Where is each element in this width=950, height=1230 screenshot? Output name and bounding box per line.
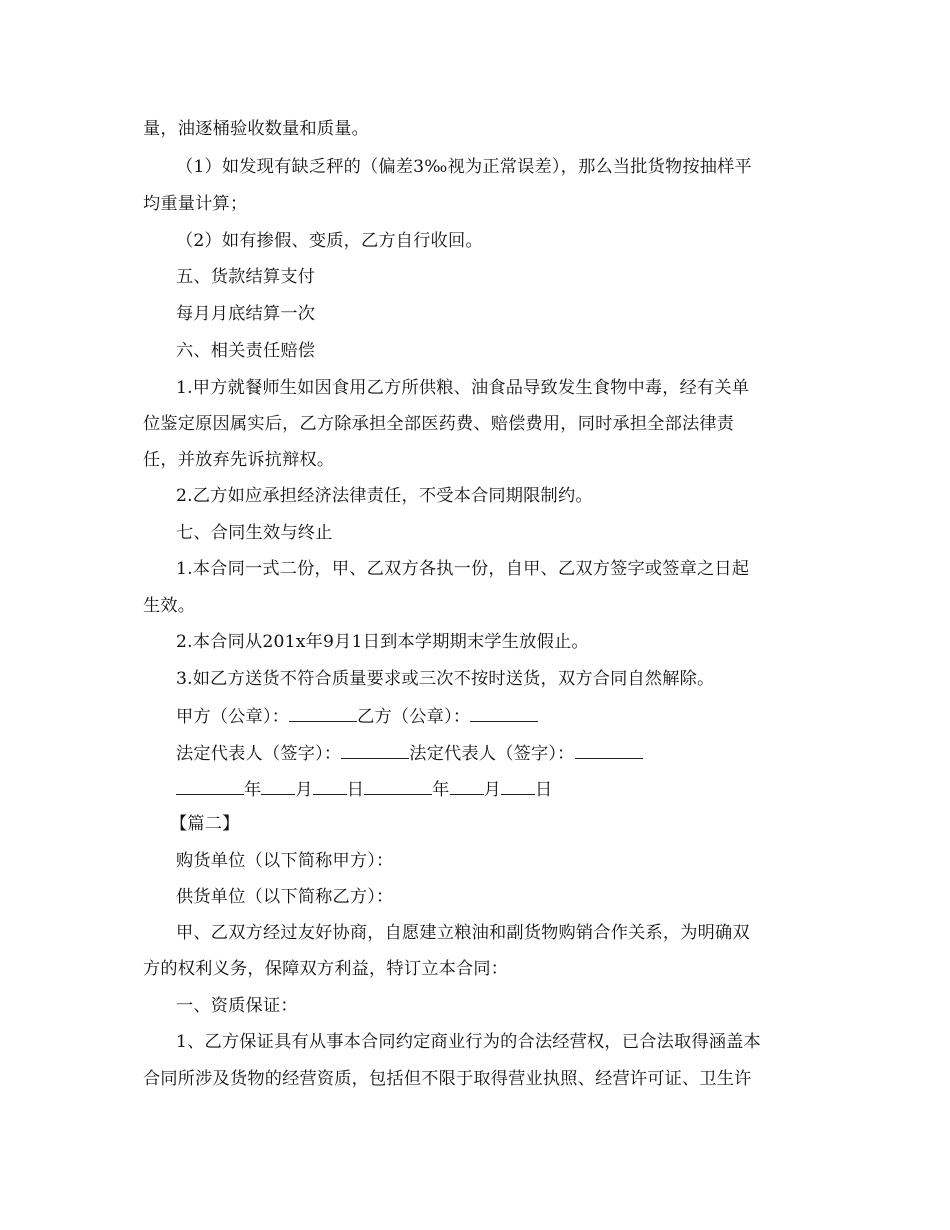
paragraph-line: 2.本合同从201x年9月1日到本学期期末学生放假止。 — [176, 632, 589, 652]
paragraph-line: （2）如有掺假、变质，乙方自行收回。 — [176, 231, 483, 251]
party-b-seal-label: 乙方（公章）： — [357, 707, 471, 727]
paragraph-line: 2.乙方如应承担经济法律责任，不受本合同期限制约。 — [176, 486, 593, 506]
paragraph-line: 1.甲方就餐师生如因食用乙方所供粮、油食品导致发生食物中毒，经有关单 — [176, 378, 750, 398]
day-label: 日 — [534, 780, 553, 800]
month-label: 月 — [483, 780, 501, 800]
paragraph-line: 甲、乙双方经过友好协商，自愿建立粮油和副货物购销合作关系，为明确双 — [176, 923, 750, 943]
party-a-rep-label: 法定代表人（签字）： — [176, 744, 342, 764]
paragraph-line: 每月月底结算一次 — [176, 304, 316, 324]
paragraph-line: 1、乙方保证具有从事本合同约定商业行为的合法经营权，已合法取得涵盖本 — [176, 1032, 761, 1052]
signature-seal-row — [0, 703, 950, 729]
party-a-rep-blank[interactable] — [341, 740, 409, 759]
party-a-seal-label: 甲方（公章）： — [176, 707, 290, 727]
party-b-seal-blank[interactable] — [470, 703, 538, 722]
paragraph-line: 购货单位（以下简称甲方）： — [176, 851, 394, 871]
year-label: 年 — [244, 780, 262, 800]
paragraph-line: 1.本合同一式二份，甲、乙双方各执一份，自甲、乙双方签字或签章之日起 — [176, 559, 750, 579]
section-heading: 一、资质保证： — [176, 996, 298, 1016]
party-b-month-blank[interactable] — [450, 776, 484, 795]
paragraph-line: （1）如发现有缺乏秤的（偏差3‰视为正常误差），那么当批货物按抽样平 — [176, 157, 752, 177]
party-a-day-blank[interactable] — [313, 776, 347, 795]
year-label: 年 — [432, 780, 450, 800]
paragraph-line: 生效。 — [143, 596, 196, 616]
month-label: 月 — [295, 780, 313, 800]
section-title: 【篇二】 — [170, 814, 240, 834]
party-b-day-blank[interactable] — [501, 776, 535, 795]
signature-representative-row — [0, 740, 950, 766]
paragraph-line: 均重量计算； — [143, 194, 248, 214]
party-b-year-blank[interactable] — [364, 776, 432, 795]
party-b-rep-label: 法定代表人（签字）： — [409, 744, 575, 764]
section-heading: 七、合同生效与终止 — [176, 523, 333, 543]
paragraph-line: 合同所涉及货物的经营资质，包括但不限于取得营业执照、经营许可证、卫生许 — [143, 1069, 752, 1089]
day-label: 日 — [346, 780, 365, 800]
paragraph-line: 任，并放弃先诉抗辩权。 — [143, 450, 335, 470]
section-heading: 六、相关责任赔偿 — [176, 341, 316, 361]
signature-date-row — [0, 776, 950, 802]
paragraph-line: 供货单位（以下简称乙方）： — [176, 887, 394, 907]
paragraph-line: 量，油逐桶验收数量和质量。 — [143, 119, 370, 139]
party-a-month-blank[interactable] — [261, 776, 295, 795]
party-a-seal-blank[interactable] — [289, 703, 357, 722]
section-heading: 五、货款结算支付 — [176, 267, 316, 287]
party-b-rep-blank[interactable] — [575, 740, 643, 759]
paragraph-line: 位鉴定原因属实后，乙方除承担全部医药费、赔偿费用，同时承担全部法律责 — [143, 414, 735, 434]
party-a-year-blank[interactable] — [176, 776, 244, 795]
paragraph-line: 3.如乙方送货不符合质量要求或三次不按时送货，双方合同自然解除。 — [176, 669, 715, 689]
paragraph-line: 方的权利义务，保障双方利益，特订立本合同： — [143, 959, 509, 979]
